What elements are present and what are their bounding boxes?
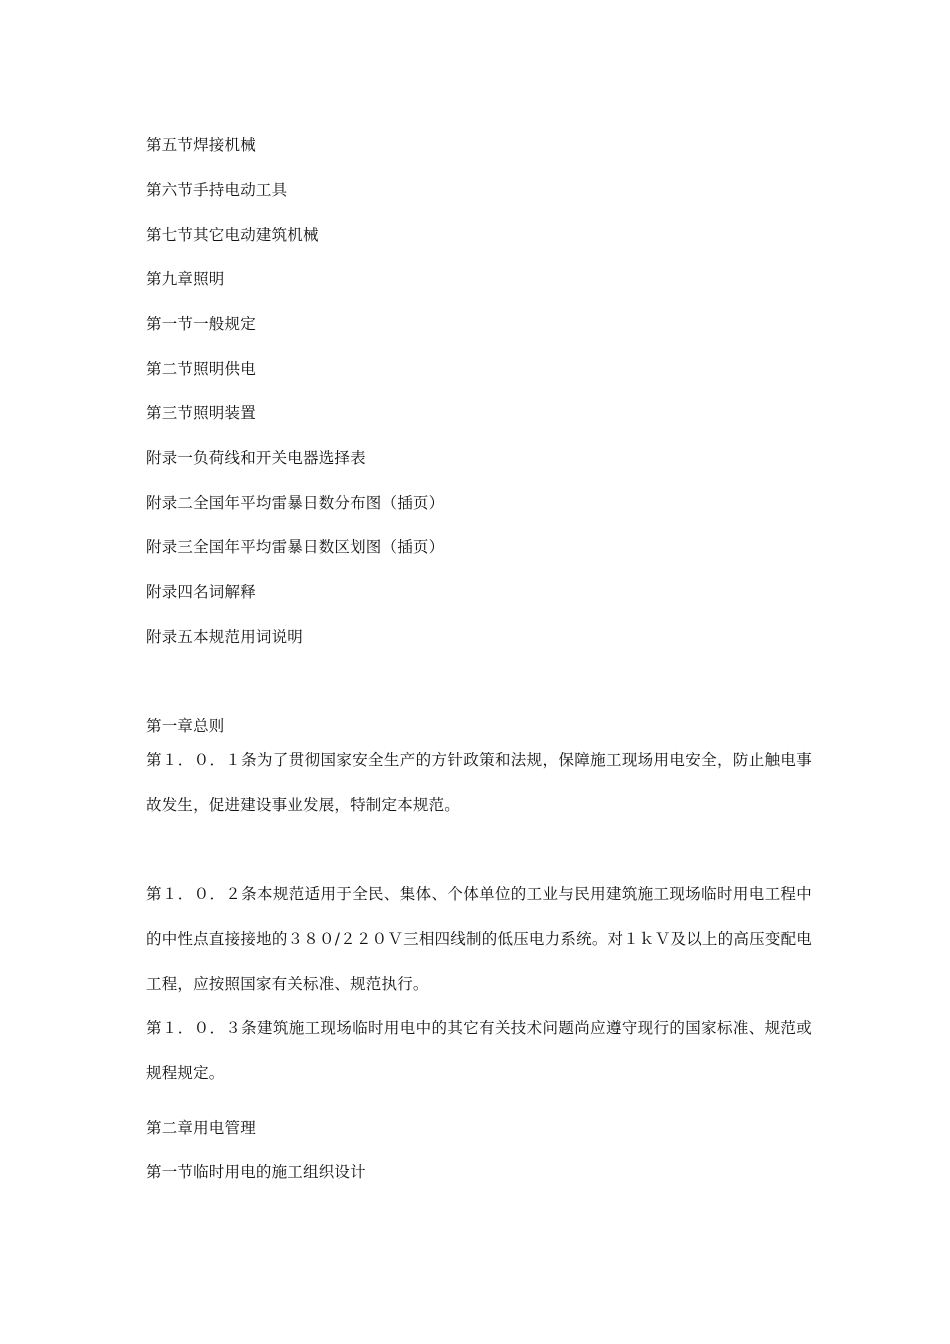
toc-item: 第七节其它电动建筑机械 [146,226,319,244]
toc-item: 附录五本规范用词说明 [146,628,304,646]
chapter-2-title: 第二章用电管理 [146,1119,256,1137]
toc-item: 附录三全国年平均雷暴日数区划图（插页） [146,538,445,556]
toc-item: 附录二全国年平均雷暴日数分布图（插页） [146,494,445,512]
chapter-1-title: 第一章总则 [146,717,225,735]
toc-item: 第三节照明装置 [146,404,256,422]
toc-item: 第六节手持电动工具 [146,181,288,199]
article-1-0-2: 第１．０．２条本规范适用于全民、集体、个体单位的工业与民用建筑施工现场临时用电工程中的中性点直接接地的３８０/２２０Ｖ三相四线制的低压电力系统。对１ｋＶ及以上的高压变配电工程，应按照国家有关标准、规范执行。 [146,885,812,993]
toc-item: 附录一负荷线和开关电器选择表 [146,449,366,467]
document-page [146,0,816,1344]
toc-item: 第一节一般规定 [146,315,256,333]
toc-item: 附录四名词解释 [146,583,256,601]
chapter-2-section-1: 第一节临时用电的施工组织设计 [146,1163,366,1181]
toc-item: 第九章照明 [146,270,225,288]
article-1-0-1: 第１．０．１条为了贯彻国家安全生产的方针政策和法规，保障施工现场用电安全，防止触电事故发生，促进建设事业发展，特制定本规范。 [146,751,812,814]
toc-item: 第五节焊接机械 [146,136,256,154]
toc-item: 第二节照明供电 [146,360,256,378]
article-1-0-3: 第１．０．３条建筑施工现场临时用电中的其它有关技术问题尚应遵守现行的国家标准、规范或规程规定。 [146,1019,812,1082]
